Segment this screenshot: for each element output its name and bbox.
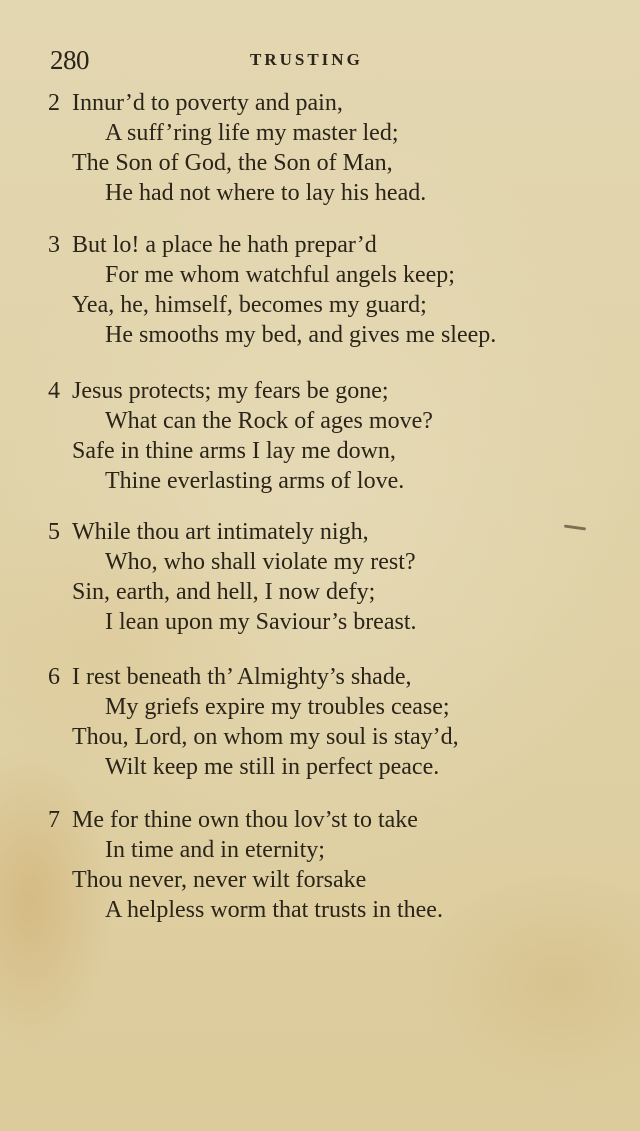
verse-line — [48, 805, 608, 835]
verse-line — [48, 607, 608, 637]
verse-line — [48, 406, 608, 436]
line-text: For me whom watchful angels keep; — [105, 262, 455, 288]
line-text: While thou art intimately nigh, — [72, 519, 369, 545]
verse-number: 4 — [48, 378, 60, 404]
line-text: Wilt keep me still in perfect peace. — [105, 754, 440, 780]
verse-line — [48, 436, 608, 466]
verse-line — [48, 517, 608, 547]
line-text: My griefs expire my troubles cease; — [105, 694, 450, 720]
line-text: But lo! a place he hath prepar’d — [72, 232, 377, 258]
line-text: Who, who shall violate my rest? — [105, 549, 416, 575]
verse-number: 3 — [48, 232, 60, 258]
verse-number: 2 — [48, 90, 60, 116]
line-text: A helpless worm that trusts in thee. — [105, 897, 443, 923]
line-text: Yea, he, himself, becomes my guard; — [72, 292, 427, 318]
verse-line — [48, 835, 608, 865]
verse-line — [48, 260, 608, 290]
running-title: TRUSTING — [250, 50, 363, 69]
line-text: Safe in thine arms I lay me down, — [72, 438, 396, 464]
line-text: I lean upon my Saviour’s breast. — [105, 609, 417, 635]
line-text: Thou never, never wilt forsake — [72, 867, 367, 893]
line-text: The Son of God, the Son of Man, — [72, 150, 393, 176]
line-text: Sin, earth, and hell, I now defy; — [72, 579, 376, 605]
verse-line — [48, 118, 608, 148]
line-text: A suff’ring life my master led; — [105, 120, 399, 146]
verse-line — [48, 752, 608, 782]
line-text: He smooths my bed, and gives me sleep. — [105, 322, 497, 348]
line-text: Thine everlasting arms of love. — [105, 468, 405, 494]
verse-line — [48, 865, 608, 895]
verse-line — [48, 148, 608, 178]
verse-6 — [48, 662, 608, 782]
verse-number: 5 — [48, 519, 60, 545]
line-text: I rest beneath th’ Almighty’s shade, — [72, 664, 412, 690]
verse-line — [48, 466, 608, 496]
verse-2 — [48, 88, 608, 208]
verse-line — [48, 722, 608, 752]
line-text: What can the Rock of ages move? — [105, 408, 433, 434]
verse-line — [48, 230, 608, 260]
verse-line — [48, 178, 608, 208]
page-number: 280 — [50, 45, 89, 75]
line-text: In time and in eternity; — [105, 837, 325, 863]
line-text: Jesus protects; my fears be gone; — [72, 378, 389, 404]
verse-line — [48, 88, 608, 118]
verse-line — [48, 895, 608, 925]
line-text: He had not where to lay his head. — [105, 180, 427, 206]
verse-line — [48, 320, 608, 350]
verse-3 — [48, 230, 608, 350]
verse-line — [48, 547, 608, 577]
verse-number: 6 — [48, 664, 60, 690]
verse-number: 7 — [48, 807, 60, 833]
verse-line — [48, 376, 608, 406]
verse-7 — [48, 805, 608, 925]
verse-5 — [48, 517, 608, 637]
verse-line — [48, 692, 608, 722]
verse-line — [48, 290, 608, 320]
verse-line — [48, 662, 608, 692]
verse-line — [48, 577, 608, 607]
verse-4 — [48, 376, 608, 496]
line-text: Innur’d to poverty and pain, — [72, 90, 343, 116]
line-text: Thou, Lord, on whom my soul is stay’d, — [72, 724, 459, 750]
line-text: Me for thine own thou lov’st to take — [72, 807, 418, 833]
page-header — [50, 40, 610, 80]
